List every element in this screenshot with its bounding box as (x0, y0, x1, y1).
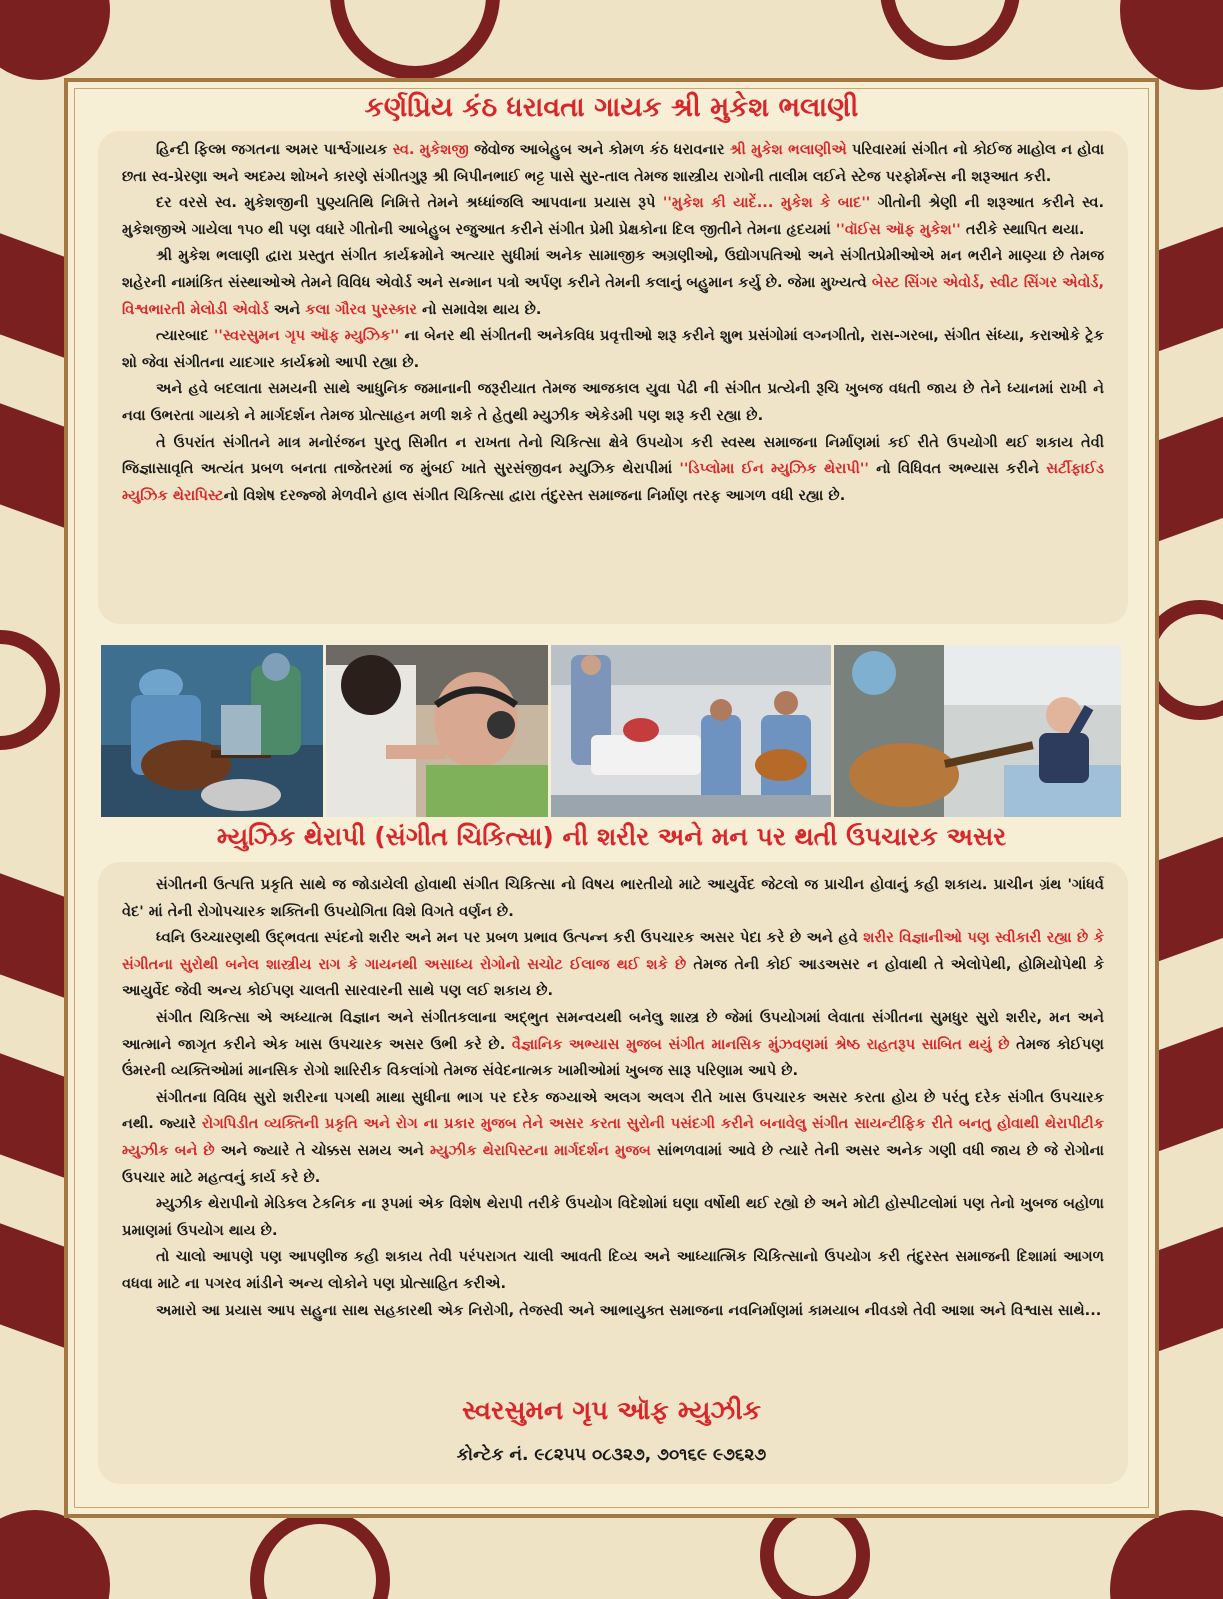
body-text: તેમજ તેની કોઈ આડઅસર ન હોવાથી તે એલોપેથી, હોમિયોપેથી કે આયુર્વેદ જેવી અન્ય કોઈપણ ચાલતી સારવારની સાથે પણ લઈ શકાય છે. (122, 955, 1105, 1000)
body-text: શ્રી મુકેશ ભલાણી દ્વારા પ્રસ્તુત સંગીત કાર્યક્રમોને અત્યાર સુધીમાં અનેક સામાજીક અગ્રણીઓ, ઉદ્યોગપતિઓ અને સંગીતપ્રેમીઓએ મન ભરીને માણ્યા છે તેમજ શહેરની નામાંકિત સંસ્થાઓએ તેમને વિવિધ એવોર્ડ અને સન્માન પત્રો અર્પણ કરીને તેમની કલાનું બહુમાન કર્યુ છે. જેમા મુખ્યત્વે (122, 247, 1104, 291)
body-text: ત્યારબાદ (156, 327, 214, 345)
body-text: પરિવારમાં સંગીત નો કોઈજ માહોલ ન હોવા છતા સ્વ-પ્રેરણા અને અદમ્ય શોખને કારણે સંગીતગુરૂ શ્રી બિપીનભાઈ ભટ્ટ પાસે સુર-તાલ તેમજ શાસ્ત્રીય રાગોની તાલીમ લઈને સ્ટેજ પરફોર્મન્સ ની શરૂઆત કરી. (122, 141, 1105, 185)
highlight-text: સ્વ. મુકેશજી (392, 141, 469, 158)
body-text: નો સમાવેશ થાય છે. (416, 300, 542, 318)
highlight-text: મ્યુઝીક થેરાપિસ્ટના માર્ગદર્શન મુજબ (430, 1141, 651, 1159)
therapy-paragraphs (122, 872, 1104, 1324)
paragraph (122, 872, 1104, 925)
highlight-text: રોગપિડીત વ્યક્તિની પ્રકૃતિ અને રોગ ના પ્રકાર મુજબ તેને અસર કરતા સુરોની પસંદગી કરીને બનાવેલુ સંગીત સાયન્ટીફિક રીતે બનતુ હોવાથી થેરાપીટીક મ્યુઝીક બને છે (122, 1115, 1104, 1159)
body-text: હિન્દી ફિલ્મ જગતના અમર પાર્શ્વગાયક (156, 141, 393, 158)
body-text: સંગીતના વિવિધ સુરો શરીરના પગથી માથા સુધીના ભાગ પર દરેક જગ્યાએ અલગ અલગ રીતે ખાસ ઉપચારક અસર કરતા હોય છે પરંતુ દરેક સંગીત ઉપચારક નથી. જ્યારે (122, 1088, 1104, 1133)
highlight-text: સર્ટીફાઈડ મ્યુઝિક થેરાપિસ્ટ (122, 460, 1105, 504)
photo-strip (101, 645, 1121, 817)
page-title: કર્ણપ્રિય કંઠ ધરાવતા ગાયક શ્રી મુકેશ ભલાણી (364, 92, 859, 123)
intro-text-panel (98, 131, 1128, 624)
body-text: અમારો આ પ્રયાસ આપ સહુના સાથ સહકારથી એક નિરોગી, તેજસ્વી અને આભાયુક્ત સમાજના નવનિર્માણમાં કામયાબ નીવડશે તેવી આશા અને વિશ્વાસ સાથે... (156, 1301, 1102, 1319)
bg-circle (0, 1510, 110, 1599)
paragraph (122, 1298, 1104, 1325)
highlight-text: શ્રી મુકેશ ભલાણીએ (729, 141, 847, 158)
paragraph (122, 323, 1104, 376)
photo-ward-musicians (551, 645, 831, 817)
paragraph (122, 243, 1104, 323)
bg-circle (1120, 0, 1223, 90)
paragraph (122, 137, 1104, 190)
bg-circle (1110, 1510, 1223, 1599)
highlight-text: કલા ગૌરવ પુરસ્કાર (305, 300, 417, 318)
photo-child-guitar (834, 645, 1121, 817)
body-text: ગીતોની શ્રેણી ની શરૂઆત કરીને સ્વ. મુકેશજીએ ગાયેલા ૧૫૦ થી પણ વધારે ગીતોની આબેહુબ રજુઆત કરીને સંગીત પ્રેમી પ્રેક્ષકોના દિલ જીતીને તેમના હૃદયમાં (122, 194, 1104, 238)
body-text: અને હવે બદલાતા સમયની સાથે આધુનિક જમાનાની જરૂરીયાત તેમજ આજકાલ યુવા પેઢી ની સંગીત પ્રત્યેની રૂચિ ખુબજ વધતી જાય છે તેને ધ્યાનમાં રાખી ને નવા ઉભરતા ગાયકો ને માર્ગદર્શન તેમજ પ્રોત્સાહન મળી શકે તે હેતુથી મ્યુઝીક એકેડમી પણ શરૂ કરી રહ્યા છે. (122, 380, 1104, 424)
paragraph (122, 1005, 1104, 1085)
body-text: ધ્વનિ ઉચ્ચારણથી ઉદ્ભવતા સ્પંદનો શરીર અને મન પર પ્રબળ પ્રભાવ ઉત્પન્ન કરી ઉપચારક અસર પેદા કરે છે અને હવે (156, 929, 864, 947)
highlight-text: ''વૉઈસ ઑફ મુકેશ'' (835, 220, 961, 238)
highlight-text: ''ડિપ્લોમા ઈન મ્યુઝિક થેરાપી'' (679, 460, 869, 478)
therapy-text-panel (98, 862, 1128, 1484)
body-text: દર વરસે સ્વ. મુકેશજીની પુણ્યતિથિ નિમિત્તે તેમને શ્રધ્ધાંજલિ આપવાના પ્રયાસ રૂપે (156, 194, 663, 212)
highlight-text: ''સ્વરસુમન ગૃપ ઑફ મ્યુઝિક'' (213, 327, 400, 345)
body-text: ના બેનર થી સંગીતની અનેકવિધ પ્રવૃત્તીઓ શરૂ કરીને શુભ પ્રસંગોમાં લગ્નગીતો, રાસ-ગરબા, સંગીત સંધ્યા, કરાઓકે ટ્રેક શો જેવા સંગીતના યાદગાર કાર્યક્રમો આપી રહ્યા છે. (122, 327, 1104, 371)
paragraph (122, 430, 1104, 510)
body-text: અને જ્યારે તે ચોક્કસ સમય અને (214, 1141, 431, 1159)
bg-ring (880, 0, 1020, 60)
body-text: મ્યુઝીક થેરાપીનો મેડિકલ ટેકનિક ના રૂપમાં એક વિશેષ થેરાપી તરીકે ઉપયોગ વિદેશોમાં ઘણા વર્ષોથી થઈ રહ્યો છે અને મોટી હોસ્પીટલોમાં પણ તેનો ખુબજ બહોળા પ્રમાણમાં ઉપયોગ થાય છે. (122, 1195, 1104, 1239)
section-title-music-therapy: મ્યુઝિક થેરાપી (સંગીત ચિકિત્સા) ની શરીર અને મન પર થતી ઉપચારક અસર (216, 822, 1007, 851)
highlight-text: શરીર વિજ્ઞાનીઓ પણ સ્વીકારી રહ્યા છે કે સંગીતના સુરોથી બનેલ શાસ્ત્રીય રાગ કે ગાયનથી અસાધ્ય રોગોનો સચોટ ઈલાજ થઈ શકે છે (122, 929, 1105, 973)
body-text: નો વિશેષ દરજ્જો મેળવીને હાલ સંગીત ચિકિત્સા દ્વારા તંદુરસ્ત સમાજના નિર્માણ તરફ આગળ વધી રહ્યા છે. (223, 486, 846, 504)
body-text: સંગીત ચિકિત્સા એ અધ્યાત્મ વિજ્ઞાન અને સંગીતકલાના અદ્ભુત સમન્વયથી બનેલુ શાસ્ત્ર છે જેમાં ઉપયોગમાં લેવાતા સંગીતના સુમધુર સુરો શરીર, મન અને આત્માને જાગૃત કરીને એક ખાસ ઉપચારક અસર ઉભી કરે છે. (122, 1008, 1104, 1053)
body-text: જેવોજ આબેહુબ અને કોમળ કંઠ ધરાવનાર (468, 141, 730, 158)
paragraph (122, 190, 1104, 243)
photo-surgery-guitar (101, 645, 323, 817)
paragraph (122, 376, 1104, 429)
body-text: તો ચાલો આપણે પણ આપણીજ કહી શકાય તેવી પરંપરાગત ચાલી આવતી દિવ્ય અને આધ્યાત્મિક ચિકિત્સાનો ઉપયોગ કરી તંદુરસ્ત સમાજની દિશામાં આગળ વધવા માટે ના પગરવ માંડીને અન્ય લોકોને પણ પ્રોત્સાહિત કરીએ. (122, 1248, 1104, 1292)
highlight-text: બેસ્ટ સિંગર એવોર્ડ, સ્વીટ સિંગર એવોર્ડ, વિશ્વભારતી મેલોડી એવોર્ડ (122, 273, 1104, 318)
paragraph (122, 1085, 1104, 1191)
intro-paragraphs (122, 137, 1104, 509)
body-text: નો વિધિવત અભ્યાસ કરીને (868, 460, 1047, 478)
body-text: તરીકે સ્થાપિત થયા. (960, 220, 1085, 238)
body-text: સંગીતની ઉત્પત્તિ પ્રકૃતિ સાથે જ જોડાયેલી હોવાથી સંગીત ચિકિત્સા નો વિષય ભારતીયો માટે આયુર્વેદ જેટલો જ પ્રાચીન હોવાનું કહી શકાય. પ્રાચીન ગ્રંથ 'ગાંધર્વ વેદ' માં તેની રોગોપચારક શક્તિની ઉપયોગિતા વિશે વિગતે વર્ણન છે. (122, 876, 1104, 920)
paragraph (122, 1191, 1104, 1244)
body-text: તે ઉપરાંત સંગીતને માત્ર મનોરંજન પુરતુ સિમીત ન રાખતા તેનો ચિકિત્સા ક્ષેત્રે ઉપયોગ કરી સ્વસ્થ સમાજના નિર્માણમાં કઈ રીતે ઉપયોગી થઈ શકાય તેવી જિજ્ઞાસાવૃતિ અત્યંત પ્રબળ બનતા તાજેતરમાં જ મુંબઈ ખાતે સુરસંજીવન મ્યુઝિક થેરાપીમાં (122, 433, 1104, 478)
highlight-text: વૈજ્ઞાનિક અભ્યાસ મુજબ સંગીત માનસિક મુંઝવણમાં શ્રેષ્ઠ રાહતરૂપ સાબિત થયું છે (511, 1035, 1010, 1053)
paragraph (122, 1244, 1104, 1297)
bg-ring (330, 0, 500, 80)
body-text: અને (268, 300, 306, 318)
photo-patient-headphones (326, 645, 548, 817)
bg-ring (250, 1510, 390, 1599)
bg-circle (0, 0, 110, 80)
body-text: તેમજ કોઈપણ ઉંમરની વ્યક્તિઓમાં માનસિક રોગો શારિરીક વિકલાંગો તેમજ સંવેદનાત્મક ખામીઓમાં ખુબજ સારૂ પરિણામ આપે છે. (122, 1035, 1105, 1080)
bg-ring (0, 630, 60, 750)
paragraph (122, 925, 1104, 1005)
body-text: સાંભળવામાં આવે છે ત્યારે તેની અસર અનેક ગણી વધી જાય છે જે રોગોના ઉપચાર માટે મહત્વનું કાર્ય કરે છે. (122, 1141, 1105, 1186)
contact-number: કોન્ટેક નં. ૯૮૨૫૫ ૦૮૩૨૭, ૭૦૧૬૯ ૯૭૬૨૭ (456, 1445, 767, 1465)
signature: સ્વરસુમન ગૃપ ઑફ મ્યુઝીક (461, 1396, 761, 1426)
highlight-text: ''મુકેશ કી યાદેં... મુકેશ કે બાદ'' (662, 194, 871, 212)
